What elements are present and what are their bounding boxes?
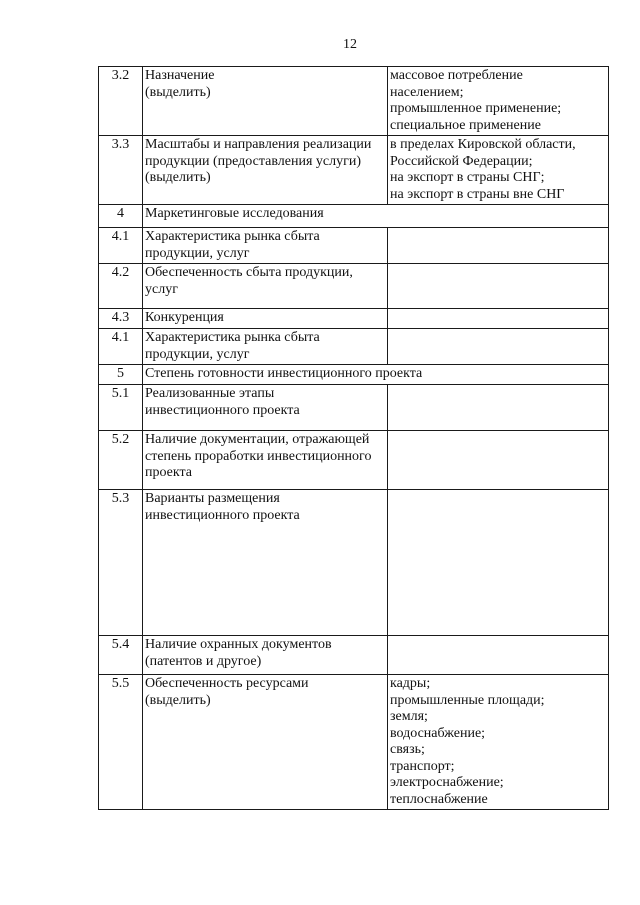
- row-label: [143, 264, 388, 309]
- row-value-line: кадры;: [390, 676, 431, 691]
- row-value-line: в пределах Кировской области,: [390, 137, 576, 152]
- row-label-line: Масштабы и направления реализации: [145, 137, 372, 152]
- table-row: [99, 136, 609, 205]
- row-value: [388, 309, 609, 329]
- row-label: [143, 385, 388, 431]
- row-value: [388, 67, 609, 136]
- table-row: [99, 675, 609, 810]
- row-value: [388, 264, 609, 309]
- row-label: [143, 136, 388, 205]
- row-number: 4.3: [99, 309, 143, 329]
- row-label-line: услуг: [145, 281, 178, 297]
- table-row: [99, 636, 609, 675]
- row-label: [143, 205, 609, 228]
- row-number: 5.1: [99, 385, 143, 431]
- row-label: [143, 636, 388, 675]
- row-value-line: массовое потребление: [390, 68, 523, 83]
- row-label-line: продукции (предоставления услуги): [145, 153, 362, 169]
- row-label: [143, 431, 388, 490]
- row-number: 4.1: [99, 228, 143, 264]
- row-value-line: населением;: [390, 84, 464, 100]
- row-label: [143, 675, 388, 810]
- row-label-line: Обеспеченность ресурсами: [145, 676, 309, 691]
- row-label-line: Назначение: [145, 68, 215, 83]
- row-value: [388, 636, 609, 675]
- row-label-line: Степень готовности инвестиционного проекта: [145, 366, 423, 381]
- row-value-line: водоснабжение;: [390, 725, 486, 741]
- row-value-line: на экспорт в страны СНГ;: [390, 170, 545, 185]
- row-number: 5: [99, 365, 143, 385]
- table-body: [99, 67, 609, 810]
- row-value: [388, 675, 609, 810]
- row-value-line: специальное применение: [390, 117, 541, 133]
- row-number: 5.5: [99, 675, 143, 810]
- table-row: [99, 385, 609, 431]
- row-value-line: Российской Федерации;: [390, 153, 533, 169]
- row-label-line: Наличие охранных документов: [145, 637, 332, 652]
- row-label: [143, 490, 388, 636]
- table-row: [99, 264, 609, 309]
- row-number: 5.3: [99, 490, 143, 636]
- row-number: 5.4: [99, 636, 143, 675]
- row-value-line: теплоснабжение: [390, 791, 488, 807]
- row-label-line: (выделить): [145, 170, 211, 185]
- row-value: [388, 329, 609, 365]
- row-number: 4.2: [99, 264, 143, 309]
- row-label-line: Наличие документации, отражающей: [145, 432, 370, 447]
- row-label-line: (патентов и другое): [145, 653, 262, 669]
- row-label-line: Маркетинговые исследования: [145, 206, 324, 221]
- table-row: [99, 329, 609, 365]
- investment-project-table: [98, 66, 609, 810]
- row-label-line: продукции, услуг: [145, 245, 250, 261]
- row-label-line: Характеристика рынка сбыта: [145, 330, 320, 345]
- row-label-line: Характеристика рынка сбыта: [145, 229, 320, 244]
- page-number: 12: [343, 37, 357, 52]
- row-label-line: Обеспеченность сбыта продукции,: [145, 265, 353, 280]
- row-label: [143, 67, 388, 136]
- row-label: [143, 365, 609, 385]
- row-label-line: (выделить): [145, 692, 211, 708]
- row-number: 3.3: [99, 136, 143, 205]
- row-label-line: Конкуренция: [145, 310, 224, 325]
- row-label-line: степень проработки инвестиционного: [145, 448, 372, 464]
- row-label-line: проекта: [145, 465, 192, 480]
- row-value-line: связь;: [390, 742, 425, 757]
- row-value: [388, 385, 609, 431]
- row-value: [388, 228, 609, 264]
- row-number: 4.1: [99, 329, 143, 365]
- row-label: [143, 309, 388, 329]
- row-value-line: промышленное применение;: [390, 101, 562, 116]
- row-label-line: продукции, услуг: [145, 346, 250, 362]
- row-label: [143, 228, 388, 264]
- table-row: [99, 490, 609, 636]
- row-label-line: инвестиционного проекта: [145, 402, 300, 418]
- row-label: [143, 329, 388, 365]
- row-value: [388, 431, 609, 490]
- table-row: [99, 67, 609, 136]
- table-row: [99, 309, 609, 329]
- row-label-line: Реализованные этапы: [145, 386, 275, 401]
- table-row: [99, 228, 609, 264]
- table-row: [99, 205, 609, 228]
- row-value-line: на экспорт в страны вне СНГ: [390, 186, 565, 202]
- row-value-line: промышленные площади;: [390, 692, 545, 708]
- table-row: [99, 365, 609, 385]
- row-label-line: Варианты размещения: [145, 491, 280, 506]
- row-value-line: транспорт;: [390, 758, 455, 774]
- row-number: 5.2: [99, 431, 143, 490]
- row-label-line: (выделить): [145, 84, 211, 100]
- row-number: 4: [99, 205, 143, 228]
- row-number: 3.2: [99, 67, 143, 136]
- row-value: [388, 490, 609, 636]
- row-value-line: электроснабжение;: [390, 775, 504, 790]
- table-row: [99, 431, 609, 490]
- row-value: [388, 136, 609, 205]
- row-label-line: инвестиционного проекта: [145, 507, 300, 523]
- row-value-line: земля;: [390, 709, 428, 724]
